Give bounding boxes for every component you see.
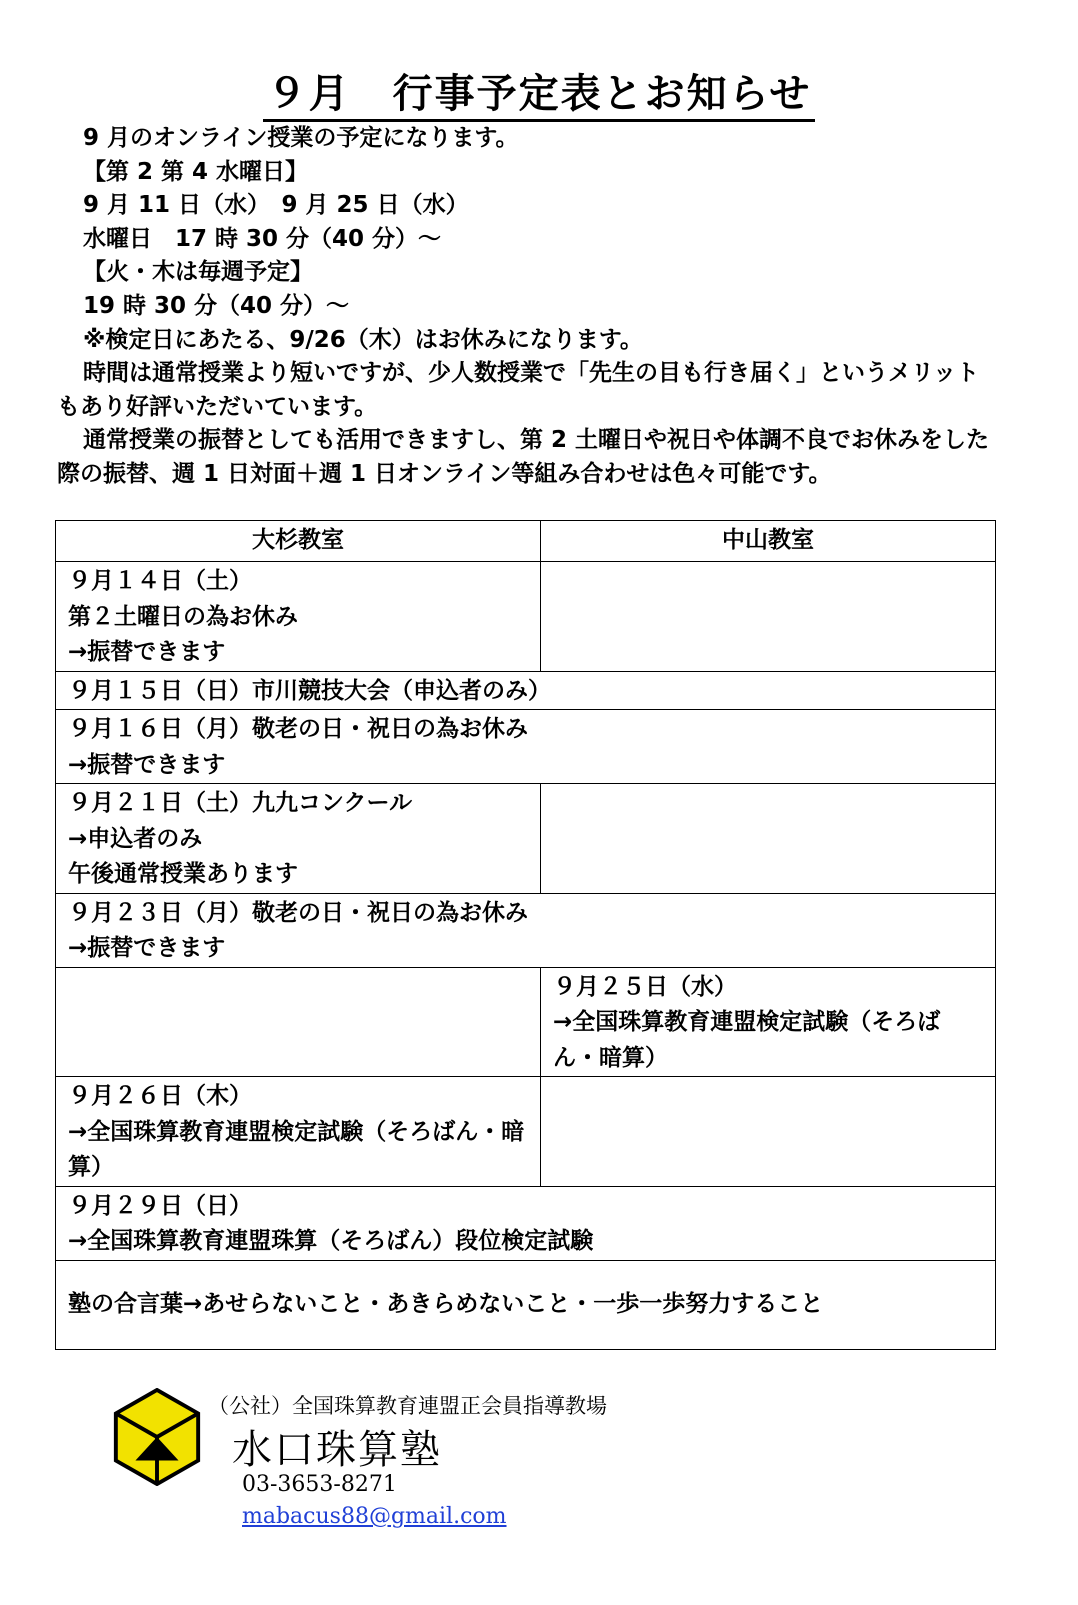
intro-line: 水曜日 17 時 30 分（40 分）～ <box>83 225 442 252</box>
cell-line: →全国珠算教育連盟珠算（そろばん）段位検定試験 <box>68 1228 594 1254</box>
table-row <box>56 784 996 894</box>
motto-cell <box>56 1260 996 1349</box>
intro-line: 9 月のオンライン授業の予定になります。 <box>83 125 519 151</box>
table-header-row <box>56 521 996 562</box>
table-row-motto <box>56 1260 996 1349</box>
cell-ohsugi <box>56 1077 541 1187</box>
intro-line: 9 月 11 日（水） 9 月 25 日（水） <box>83 192 469 219</box>
cell-line: →全国珠算教育連盟検定試験（そろばん・暗算） <box>68 1118 525 1180</box>
intro-line: 【第 2 第 4 水曜日】 <box>83 158 309 185</box>
intro-line: 19 時 30 分（40 分）～ <box>83 292 350 319</box>
cell-line: →全国珠算教育連盟検定試験（そろばん・暗算） <box>553 1009 941 1071</box>
table-row <box>56 1186 996 1260</box>
cell-line: 第２土曜日の為お休み <box>68 603 298 630</box>
cell-nakayama <box>541 967 996 1077</box>
school-name: 水口珠算塾 <box>232 1427 442 1473</box>
cell-line: ９月２１日（土）九九コンクール <box>68 790 413 816</box>
table-row <box>56 562 996 672</box>
footer <box>108 1388 808 1578</box>
cell-both <box>56 1186 996 1260</box>
cell-nakayama <box>541 784 996 894</box>
cell-line: ９月１５日（日）市川競技大会（申込者のみ） <box>68 677 551 704</box>
schedule-table <box>55 520 996 1350</box>
cell-both <box>56 710 996 784</box>
cell-line: →申込者のみ <box>68 825 203 852</box>
table-row <box>56 1077 996 1187</box>
table-row <box>56 710 996 784</box>
intro-line: 【火・木は毎週予定】 <box>83 259 313 286</box>
phone-number: 03-3653-8271 <box>242 1472 397 1497</box>
motto-text: 塾の合言葉→あせらないこと・あきらめないこと・一歩一歩努力すること <box>68 1290 824 1317</box>
cell-both <box>56 671 996 710</box>
email-link[interactable]: mabacus88@gmail.com <box>242 1504 507 1529</box>
intro-section <box>57 122 997 492</box>
cell-line: ９月２５日（水） <box>553 973 737 1000</box>
cell-ohsugi <box>56 784 541 894</box>
header-ohsugi: 大杉教室 <box>56 521 541 562</box>
cell-ohsugi <box>56 562 541 672</box>
table-row <box>56 967 996 1077</box>
cell-ohsugi <box>56 967 541 1077</box>
intro-line: ※検定日にあたる、9/26（木）はお休みになります。 <box>83 326 643 353</box>
table-row <box>56 671 996 710</box>
cell-line: →振替できます <box>68 935 226 961</box>
school-logo-icon <box>108 1388 206 1486</box>
cell-nakayama <box>541 1077 996 1187</box>
cell-line: ９月２６日（木） <box>68 1083 252 1109</box>
intro-paragraph: 通常授業の振替としても活用できますし、第 2 土曜日や祝日や体調不良でお休みをした際の振替、週 1 日対面＋週 1 日オンライン等組み合わせは色々可能です。 <box>57 427 990 487</box>
cell-line: ９月１４日（土） <box>68 568 252 594</box>
cell-line: →振替できます <box>68 639 226 665</box>
cell-both <box>56 893 996 967</box>
cell-line: →振替できます <box>68 751 226 778</box>
organization-name: （公社）全国珠算教育連盟正会員指導教場 <box>208 1394 607 1418</box>
cell-line: ９月２９日（日） <box>68 1192 252 1219</box>
page-title: ９月 行事予定表とお知らせ <box>263 71 816 122</box>
page-title-wrap <box>0 62 1078 119</box>
cell-line: ９月２３日（月）敬老の日・祝日の為お休み <box>68 899 528 926</box>
table-row <box>56 893 996 967</box>
cell-nakayama <box>541 562 996 672</box>
intro-paragraph: 時間は通常授業より短いですが、少人数授業で「先生の目も行き届く」というメリットもあり好評いただいています。 <box>57 360 980 420</box>
header-nakayama: 中山教室 <box>541 521 996 562</box>
cell-line: 午後通常授業あります <box>68 861 298 887</box>
cell-line: ９月１６日（月）敬老の日・祝日の為お休み <box>68 716 528 742</box>
